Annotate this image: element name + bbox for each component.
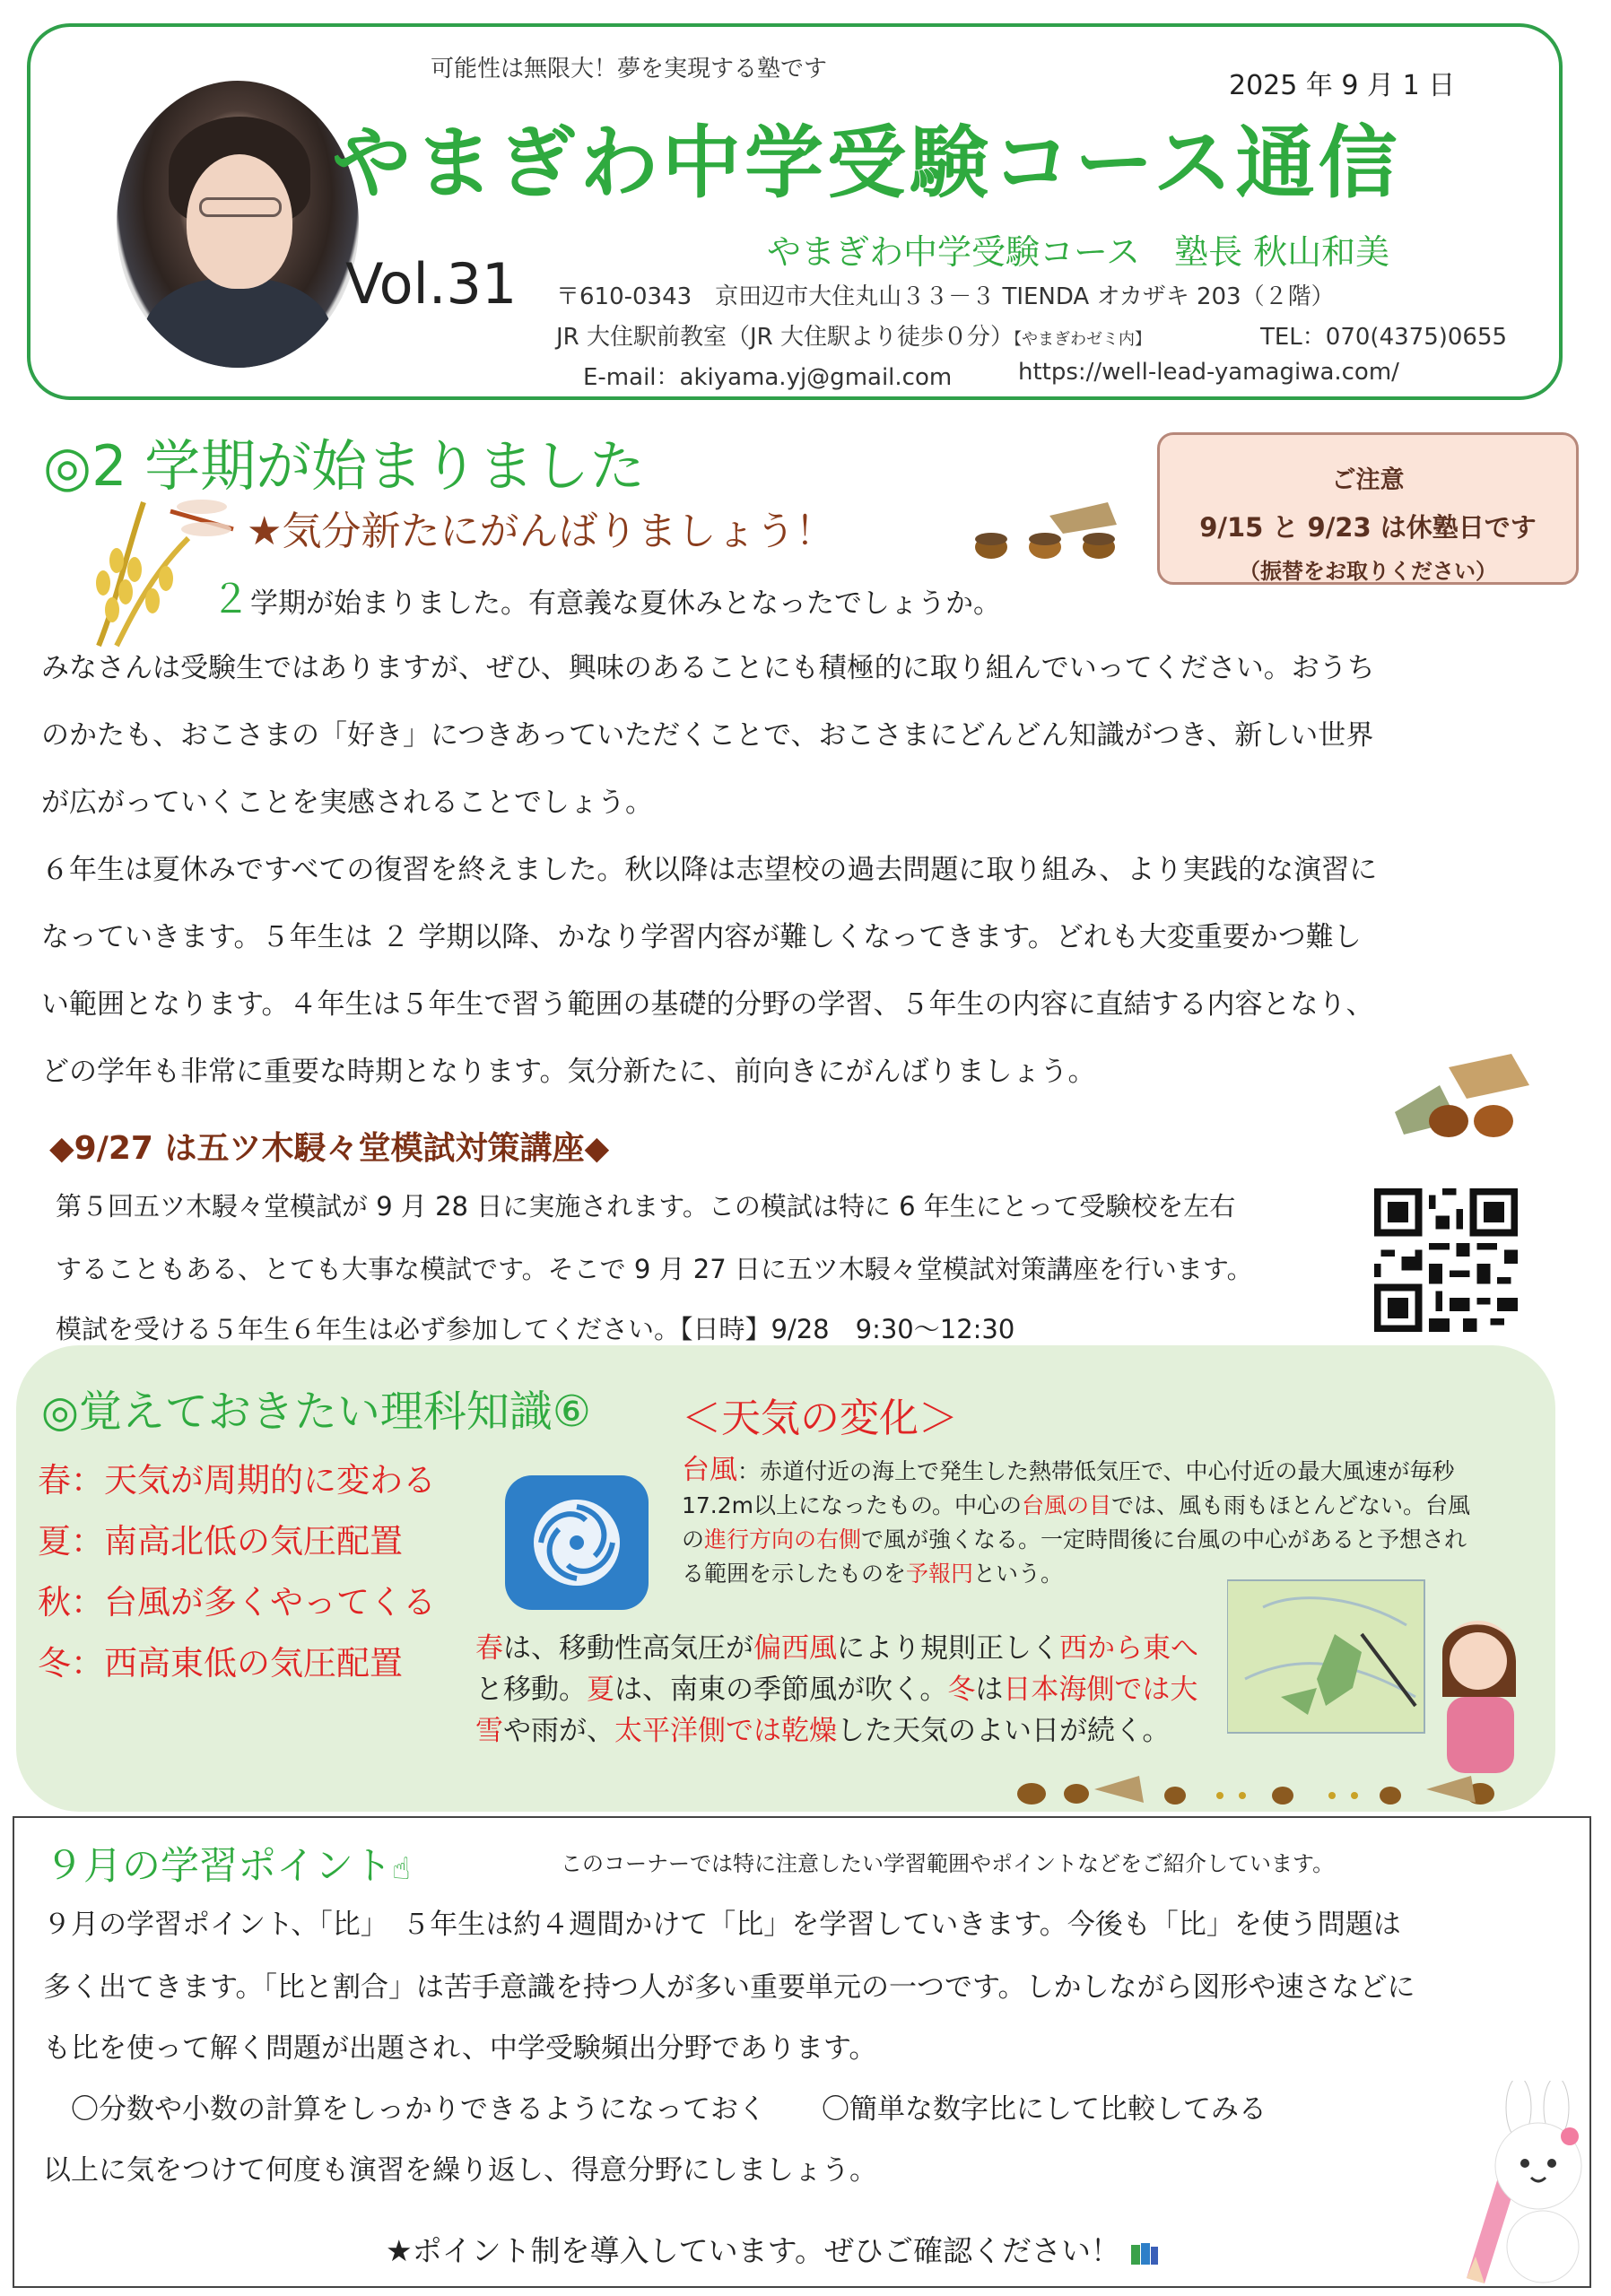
closure-notice [1157, 432, 1579, 585]
paragraph-line-3: のかたも、おこさまの「好き」につきあっていただくことで、おこさまにどんどん知識がつき、新しい世界 [41, 719, 1374, 752]
station-info [556, 318, 1151, 352]
term: 太平洋側では乾燥 [614, 1715, 837, 1747]
text: により規則正しく [837, 1632, 1059, 1665]
qr-code[interactable] [1374, 1188, 1518, 1332]
subheading: ★気分新たにがんばりましょう！ [247, 509, 835, 554]
seasonal-weather-text [475, 1628, 1202, 1752]
mock-exam-line-2: することもある、とても大事な模試です。そこで 9 月 27 日に五ツ木駸々堂模試対策講座を行います。 [56, 1254, 1253, 1284]
section-heading-term-start: ◎2 学期が始まりました [43, 433, 646, 499]
term-right-side: 進行方向の右側 [704, 1526, 862, 1552]
term: 冬 [947, 1674, 976, 1706]
acorns-decoration [964, 498, 1126, 570]
science-title: ◎覚えておきたい理科知識⑥ [41, 1387, 591, 1437]
corner-description: このコーナーでは特に注意したい学習範囲やポイントなどをご紹介しています。 [561, 1851, 1335, 1876]
text: した天気のよい日が続く。 [837, 1715, 1171, 1747]
footer-text: ★ポイント制を導入しています。ぜひご確認ください！ [386, 2233, 1120, 2268]
line-text: 学期が始まりました。有意義な夏休みとなったでしょうか。 [250, 587, 1001, 620]
weather-presenter-illustration [1227, 1571, 1546, 1773]
mock-exam-line-1: 第５回五ツ木駸々堂模試が 9 月 28 日に実施されます。この模試は特に 6 年生にとって受験校を左右 [56, 1191, 1236, 1222]
photo-face [187, 154, 292, 289]
station-note: 【やまぎわゼミ内】 [1014, 330, 1151, 349]
photo-body [144, 278, 332, 368]
books-icon [1129, 2239, 1160, 2266]
point-line-4: 〇分数や小数の計算をしっかりできるようになっておく 〇簡単な数字比にして比較してみる [43, 2093, 1267, 2126]
text: では、風も雨もほとんどない。台風 [1111, 1492, 1471, 1518]
course-and-principal: やまぎわ中学受験コース 塾長 秋山和美 [767, 232, 1390, 272]
station-text: JR 大住駅前教室（JR 大住駅より徒歩０分） [556, 324, 1014, 351]
term-typhoon-eye: 台風の目 [1022, 1492, 1112, 1518]
season-winter: 冬：西高東低の気圧配置 [38, 1644, 403, 1683]
term-forecast-circle: 予報円 [906, 1561, 974, 1587]
text: る範囲を示したものを [682, 1561, 907, 1587]
points-system-note [386, 2228, 1160, 2270]
paragraph-line-7: い範囲となります。４年生は５年生で習う範囲の基礎的分野の学習、５年生の内容に直結する内容となり、 [41, 988, 1374, 1021]
paragraph-line-2: みなさんは受験生ではありますが、ぜひ、興味のあることにも積極的に取り組んでいってください。おうち [41, 652, 1375, 684]
term: 日本海側では大 [1003, 1674, 1198, 1706]
text: という。 [973, 1561, 1064, 1587]
weather-change-title: ＜天気の変化＞ [682, 1396, 958, 1441]
principal-photo [117, 81, 359, 368]
volume-number: Vol.31 [345, 251, 518, 317]
notice-title: ご注意 [1331, 466, 1405, 494]
website-link[interactable]: https://well-lead-yamagiwa.com/ [1018, 359, 1399, 386]
term: 春 [475, 1632, 503, 1665]
bunny-with-pencil-illustration [1449, 2081, 1601, 2287]
title-text: ９月の学習ポイント [45, 1844, 392, 1889]
paragraph-line-6: なっていきます。５年生は ２ 学期以降、かなり学習内容が難しくなってきます。どれも大変重要かつ難し [41, 921, 1362, 953]
telephone: TEL：070(4375)0655 [1260, 324, 1508, 351]
chestnut-decoration [1386, 1049, 1538, 1148]
acorn-row-decoration [1014, 1767, 1534, 1816]
term-typhoon: 台風 [682, 1454, 737, 1486]
typhoon-explanation [682, 1453, 1543, 1591]
text: と移動。 [475, 1674, 587, 1706]
newsletter-title: やまぎわ中学受験コース通信 [332, 117, 1401, 209]
paragraph-line-5: ６年生は夏休みですべての復習を終えました。秋以降は志望校の過去問題に取り組み、より実践的な演習に [41, 854, 1378, 886]
season-spring: 春：天気が周期的に変わる [38, 1461, 436, 1500]
point-line-3: も比を使って解く問題が出題され、中学受験頻出分野であります。 [43, 2032, 877, 2065]
text: や雨が、 [503, 1715, 614, 1747]
text: で風が強くなる。一定時間後に台風の中心があると予想され [861, 1526, 1467, 1552]
season-summer: 夏：南高北低の気圧配置 [38, 1522, 403, 1561]
learning-point-title [45, 1836, 411, 1891]
text: 17.2m以上になったもの。中心の [682, 1492, 1023, 1518]
term: 西から東へ [1059, 1632, 1198, 1665]
text: の [682, 1526, 705, 1552]
text: は、移動性高気圧が [503, 1632, 753, 1665]
paragraph-line-8: どの学年も非常に重要な時期となります。気分新たに、前向きにがんばりましょう。 [41, 1056, 1096, 1088]
text: は、南東の季節風が吹く。 [614, 1674, 948, 1706]
notice-makeup: （振替をお取りください） [1239, 559, 1497, 584]
email-link[interactable]: E-mail：akiyama.yj@gmail.com [583, 364, 953, 391]
issue-date: 2025 年 9 月 1 日 [1229, 70, 1456, 101]
point-line-5: 以上に気をつけて何度も演習を繰り返し、得意分野にしましょう。 [43, 2154, 877, 2187]
notice-dates: 9/15 と 9/23 は休塾日です [1199, 512, 1537, 543]
pointing-hand-icon: ☝ [392, 1851, 411, 1887]
mock-exam-line-3: 模試を受ける５年生６年生は必ず参加してください。【日時】9/28 9:30～12:30 [56, 1314, 1015, 1344]
text: は [975, 1674, 1004, 1706]
point-line-2: 多く出てきます。「比と割合」は苦手意識を持つ人が多い重要単元の一つです。しかしながら図形や速さなどに [43, 1971, 1415, 2004]
term: 雪 [475, 1715, 503, 1747]
paragraph-line-4: が広がっていくことを実感されることでしょう。 [41, 787, 653, 819]
paragraph-line-1 [211, 566, 1001, 638]
text: ：赤道付近の海上で発生した熱帯低気圧で、中心付近の最大風速が毎秒 [737, 1458, 1455, 1484]
photo-glasses [199, 197, 282, 217]
point-line-1: ９月の学習ポイント、「比」 ５年生は約４週間かけて「比」を学習していきます。今後も「比」を使う問題は [43, 1909, 1401, 1941]
postal-address: 〒610-0343 京田辺市大住丸山３３－３ TIENDA オカザキ 203（２階） [556, 283, 1335, 310]
season-autumn: 秋：台風が多くやってくる [38, 1583, 436, 1622]
typhoon-icon [505, 1475, 649, 1610]
tagline: 可能性は無限大！夢を実現する塾です [431, 56, 828, 83]
dropcap: ２ [211, 577, 250, 622]
term: 偏西風 [753, 1632, 837, 1665]
mock-exam-heading: ◆9/27 は五ツ木駸々堂模試対策講座◆ [49, 1130, 610, 1167]
term: 夏 [587, 1674, 614, 1706]
